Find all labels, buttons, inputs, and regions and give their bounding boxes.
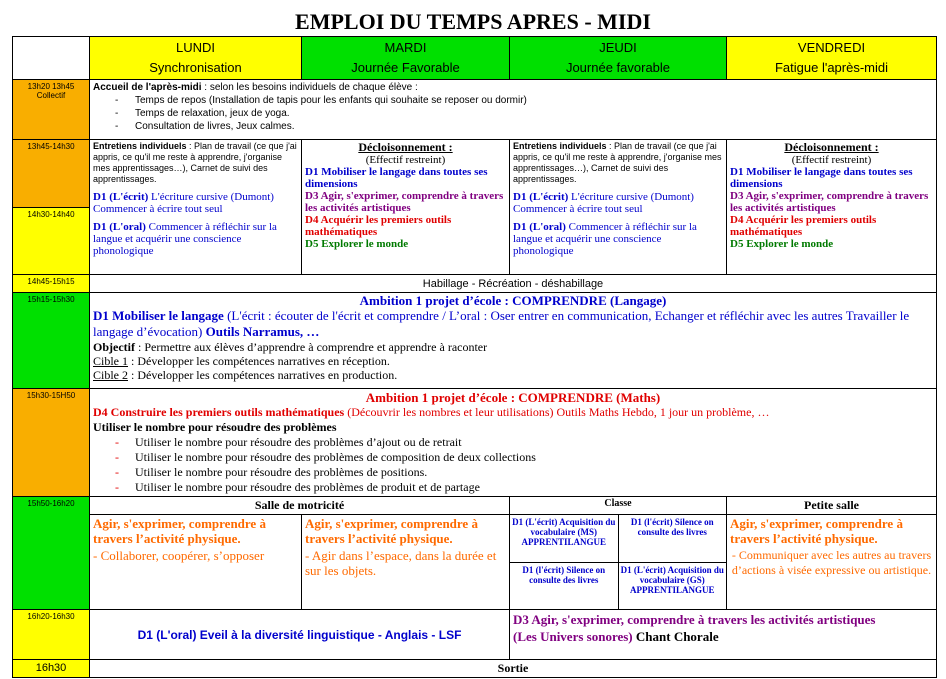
time-cell-1550	[13, 497, 90, 610]
chorale-sub: (Les Univers sonores)	[513, 629, 633, 644]
langage-d1-tail: Outils Narramus, …	[202, 324, 320, 339]
list-item: - Temps de repos (Installation de tapis pour les enfants qui souhaite se reposer ou dormir)	[135, 94, 933, 107]
maths-d4-head: D4 Construire les premiers outils mathématiques	[93, 405, 345, 419]
decloison-d5: D5 Explorer le monde	[305, 238, 409, 250]
decloison-d4: D4 Acquérir les premiers outils mathématiques	[730, 214, 877, 238]
room-petite-salle: Petite salle	[727, 497, 937, 515]
d1-oral-head: D1 (L'oral)	[513, 221, 566, 233]
motricite-mardi	[302, 515, 510, 610]
time-cell-1530	[13, 389, 90, 497]
time-cell-1630	[13, 660, 90, 678]
d1-oral-rest: Commencer à réfléchir sur la langue et acquérir une conscience phonologique	[513, 221, 697, 257]
cible1-head: Cible 1	[93, 354, 128, 368]
decloison-d3: D3 Agir, s'exprimer, comprendre à travers les activités artistiques	[305, 190, 504, 214]
decloison-d3: D3 Agir, s'exprimer, comprendre à travers les activités artistiques	[730, 190, 929, 214]
cible2-head: Cible 2	[93, 368, 128, 382]
time-cell-1345	[13, 140, 90, 208]
motricite-lundi	[90, 515, 302, 610]
classe-a: D1 (L'écrit) Acquisition du vocabulaire (MS) APPRENTILANGUE	[510, 515, 618, 562]
chorale-d3: D3 Agir, s'exprimer, comprendre à travers les activités artistiques	[513, 612, 876, 627]
d1-oral-rest: Commencer à réfléchir sur la langue et acquérir une conscience phonologique	[93, 221, 277, 257]
day-sub: Fatigue l'après-midi	[774, 60, 889, 75]
day-header-jeudi	[510, 37, 727, 80]
maths-list	[93, 435, 933, 495]
entretiens-head: Entretiens individuels	[93, 141, 187, 151]
day-header-vendredi	[727, 37, 937, 80]
eveil-rest: Eveil à la diversité linguistique - Anglais - LSF	[196, 627, 462, 642]
day-name: MARDI	[384, 40, 427, 55]
classe-d: D1 (L'écrit) Acquisition du vocabulaire (GS) APPRENTILANGUE	[618, 562, 726, 609]
room-motricite: Salle de motricité	[90, 497, 510, 515]
decloison-sub: (Effectif restreint)	[365, 154, 446, 166]
time-label: 15h30-15H50	[26, 391, 76, 400]
accueil-cell	[90, 80, 937, 140]
corner-cell	[13, 37, 90, 80]
motricite-text: - Agir dans l’espace, dans la durée et sur les objets.	[305, 548, 497, 578]
decloison-sub: (Effectif restreint)	[791, 154, 872, 166]
page-title: EMPLOI DU TEMPS APRES - MIDI	[295, 9, 651, 34]
maths-sub: Utiliser le nombre pour résoudre des problèmes	[93, 420, 337, 434]
classe-b: D1 (l'écrit) Silence on consulte des livres	[618, 515, 726, 562]
motricite-title: Agir, s'exprimer, comprendre à travers l’activité physique.	[305, 516, 478, 546]
motricite-text: - Collaborer, coopérer, s’opposer	[93, 548, 265, 563]
time-label: 14h30-14h40	[27, 210, 75, 219]
d1-ecrit-head: D1 (L'écrit)	[93, 191, 149, 203]
langage-d1-rest: (L'écrit : écouter de l'écrit et comprendre / L’oral : Oser entrer en communication, Echanger et réfléchir avec les autres Travailler le langage d’évocation)	[93, 308, 910, 339]
day-sub: Synchronisation	[149, 60, 242, 75]
entretiens-jeudi	[510, 140, 727, 275]
eveil-head: D1 (L'oral)	[137, 627, 197, 642]
classe-subgrid	[510, 515, 726, 609]
cible2-rest: : Développer les compétences narratives en production.	[128, 368, 398, 382]
time-label: 16h30	[35, 662, 67, 674]
classe-cell	[510, 515, 727, 610]
d1-ecrit-head: D1 (L'écrit)	[513, 191, 569, 203]
petite-text: - Communiquer avec les autres au travers d’actions à visée expressive ou artistique.	[731, 548, 932, 577]
time-label: 16h20-16h30	[27, 612, 75, 621]
cible1-rest: : Développer les compétences narratives en réception.	[128, 354, 390, 368]
sortie-cell: Sortie	[90, 660, 937, 678]
time-cell-accueil	[13, 80, 90, 140]
room-classe: Classe	[510, 497, 727, 515]
maths-cell	[90, 389, 937, 497]
day-name: JEUDI	[599, 40, 637, 55]
accueil-list	[93, 94, 933, 133]
day-sub: Journée favorable	[565, 60, 671, 75]
decloison-head: Décloisonnement :	[784, 140, 879, 154]
chorale-cell	[510, 610, 937, 660]
petite-title: Agir, s'exprimer, comprendre à travers l’activité physique.	[730, 516, 903, 546]
day-sub: Journée Favorable	[351, 60, 460, 75]
time-cell-1515	[13, 293, 90, 389]
d1-oral-head: D1 (L'oral)	[93, 221, 146, 233]
d1-ecrit-rest: L'écriture cursive (Dumont) Commencer à écrire tout seul	[93, 191, 274, 215]
langage-cell	[90, 293, 937, 389]
decloison-d5: D5 Explorer le monde	[730, 238, 834, 250]
decloison-d1: D1 Mobiliser le langage dans toutes ses dimensions	[305, 166, 488, 190]
maths-title: Ambition 1 projet d’école : COMPRENDRE (Maths)	[365, 390, 661, 405]
petite-salle-cell	[727, 515, 937, 610]
entretiens-lundi	[90, 140, 302, 275]
motricite-title: Agir, s'exprimer, comprendre à travers l’activité physique.	[93, 516, 266, 546]
habillage-cell: Habillage - Récréation - déshabillage	[90, 275, 937, 293]
time-label: 15h15-15h30	[27, 295, 75, 304]
objectif-head: Objectif	[93, 340, 135, 354]
list-item: - Utiliser le nombre pour résoudre des problèmes d’ajout ou de retrait	[135, 435, 933, 450]
classe-c: D1 (l'écrit) Silence on consulte des livres	[510, 562, 618, 609]
accueil-rest: : selon les besoins individuels de chaque élève :	[201, 82, 418, 93]
timetable	[12, 36, 937, 678]
day-header-mardi	[302, 37, 510, 80]
decloisonnement-vendredi	[727, 140, 937, 275]
eveil-cell	[90, 610, 510, 660]
objectif-rest: : Permettre aux élèves d’apprendre à comprendre et apprendre à raconter	[134, 340, 488, 354]
time-sublabel: Collectif	[36, 91, 66, 100]
list-item: - Utiliser le nombre pour résoudre des problèmes de positions.	[135, 465, 933, 480]
d1-ecrit-rest: L'écriture cursive (Dumont) Commencer à écrire tout seul	[513, 191, 694, 215]
entretiens-rest: : Plan de travail (ce que j'ai appris, ce qu'il me reste à apprendre, j'organise mes apprentissages…), Carnet de suivi des apprentissages.	[93, 141, 297, 184]
decloison-d4: D4 Acquérir les premiers outils mathématiques	[305, 214, 452, 238]
accueil-head: Accueil de l'après-midi	[93, 82, 202, 93]
time-cell-1445	[13, 275, 90, 293]
time-label: 14h45-15h15	[27, 277, 75, 286]
list-item: - Consultation de livres, Jeux calmes.	[135, 120, 933, 133]
time-label: 13h45-14h30	[27, 142, 75, 151]
day-name: VENDREDI	[797, 40, 866, 55]
list-item: - Utiliser le nombre pour résoudre des problèmes de produit et de partage	[135, 480, 933, 495]
time-cell-1430	[13, 208, 90, 275]
day-name: LUNDI	[175, 40, 215, 55]
time-cell-1620	[13, 610, 90, 660]
entretiens-rest: : Plan de travail (ce que j'ai appris, ce qu'il me reste à apprendre, j'organise mes apprentissages…), Carnet de suivi des apprentissages.	[513, 141, 722, 184]
list-item: - Utiliser le nombre pour résoudre des problèmes de composition de deux collections	[135, 450, 933, 465]
maths-d4-tail: Outils Maths Hebdo, 1 jour un problème, …	[553, 405, 770, 419]
maths-d4-rest: (Découvrir les nombres et leur utilisations)	[344, 405, 554, 419]
list-item: - Temps de relaxation, jeux de yoga.	[135, 107, 933, 120]
chorale-tail: Chant Chorale	[632, 629, 719, 644]
entretiens-head: Entretiens individuels	[513, 141, 607, 151]
decloison-d1: D1 Mobiliser le langage dans toutes ses dimensions	[730, 166, 913, 190]
decloisonnement-mardi	[302, 140, 510, 275]
langage-d1-head: D1 Mobiliser le langage	[93, 308, 224, 323]
decloison-head: Décloisonnement :	[358, 140, 453, 154]
langage-title: Ambition 1 projet d’école : COMPRENDRE (Langage)	[359, 293, 667, 308]
time-label: 13h20 13h45	[27, 82, 75, 91]
day-header-lundi	[90, 37, 302, 80]
time-label: 15h50-16h20	[27, 499, 75, 508]
